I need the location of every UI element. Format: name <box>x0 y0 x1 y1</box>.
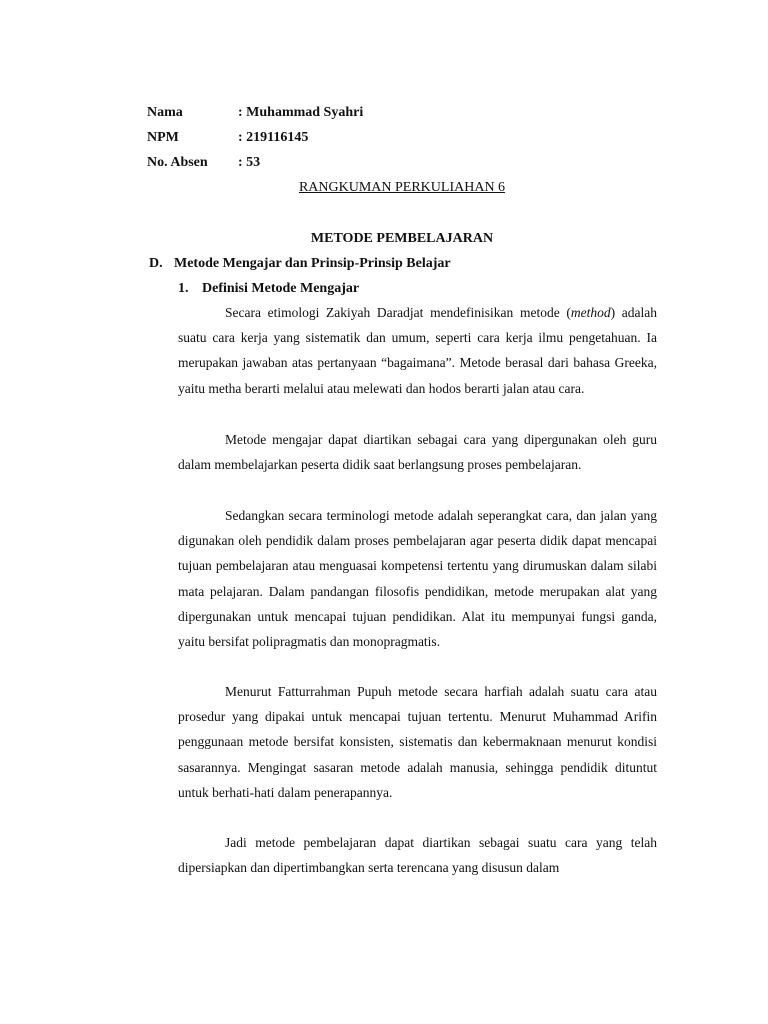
p1-text-before: Secara etimologi Zakiyah Daradjat mendefinisikan metode ( <box>225 305 571 320</box>
paragraph-kesimpulan: Jadi metode pembelajaran dapat diartikan sebagai suatu cara yang telah dipersiapkan dan dipertimbangkan serta terencana yang disusun dalam <box>178 835 657 876</box>
absen-value: : 53 <box>238 155 261 170</box>
section-marker: D. <box>149 256 163 271</box>
student-npm-row <box>147 129 308 147</box>
paragraph-etimologi <box>178 300 657 401</box>
p1-text-after: ) adalah suatu cara kerja yang sistematik dan umum, seperti cara kerja ilmu pengetahuan. Ia merupakan jawaban atas pertanyaan “bagaimana”. Metode berasal dari bahasa Greeka, yaitu metha berarti melalui atau melewati dan hodos berarti jalan atau cara. <box>178 305 657 396</box>
absen-label: No. Absen <box>147 155 208 170</box>
document-title: RANGKUMAN PERKULIAHAN 6 <box>298 180 506 195</box>
student-name-row <box>147 104 363 122</box>
paragraph-terminologi: Sedangkan secara terminologi metode adalah seperangkat cara, dan jalan yang digunakan oleh pendidik dalam proses pembelajaran agar peserta didik dapat mencapai tujuan pembelajaran atau menguasai kompetensi tertentu yang dirumuskan dalam silabi mata pelajaran. Dalam pandangan filosofis pendidikan, metode merupakan alat yang dipergunakan untuk mencapai tujuan pendidikan. Alat itu mempunyai fungsi ganda, yaitu bersifat polipragmatis dan monopragmatis. <box>178 508 657 650</box>
npm-label: NPM <box>147 130 179 145</box>
npm-value: : 219116145 <box>238 130 309 145</box>
student-absen-row <box>147 154 260 172</box>
name-label: Nama <box>147 105 183 120</box>
section-title: Metode Mengajar dan Prinsip-Prinsip Belajar <box>174 256 451 271</box>
subsection-heading <box>178 280 359 298</box>
p1-italic-term: method <box>570 305 611 320</box>
paragraph-metode-mengajar: Metode mengajar dapat diartikan sebagai cara yang dipergunakan oleh guru dalam membelajarkan peserta didik saat berlangsung proses pembelajaran. <box>178 432 657 473</box>
topic-title: METODE PEMBELAJARAN <box>310 231 494 246</box>
name-value: : Muhammad Syahri <box>238 105 364 120</box>
section-heading <box>149 255 451 273</box>
paragraph-harfiah: Menurut Fatturrahman Pupuh metode secara harfiah adalah suatu cara atau prosedur yang dipakai untuk mencapai tujuan tertentu. Menurut Muhammad Arifin penggunaan metode bersifat konsisten, sistematis dan kebermaknaan menurut kondisi sasarannya. Mengingat sasaran metode adalah manusia, sehingga pendidik dituntut untuk berhati-hati dalam penerapannya. <box>178 684 657 800</box>
subsection-marker: 1. <box>178 281 189 296</box>
subsection-title: Definisi Metode Mengajar <box>202 281 360 296</box>
